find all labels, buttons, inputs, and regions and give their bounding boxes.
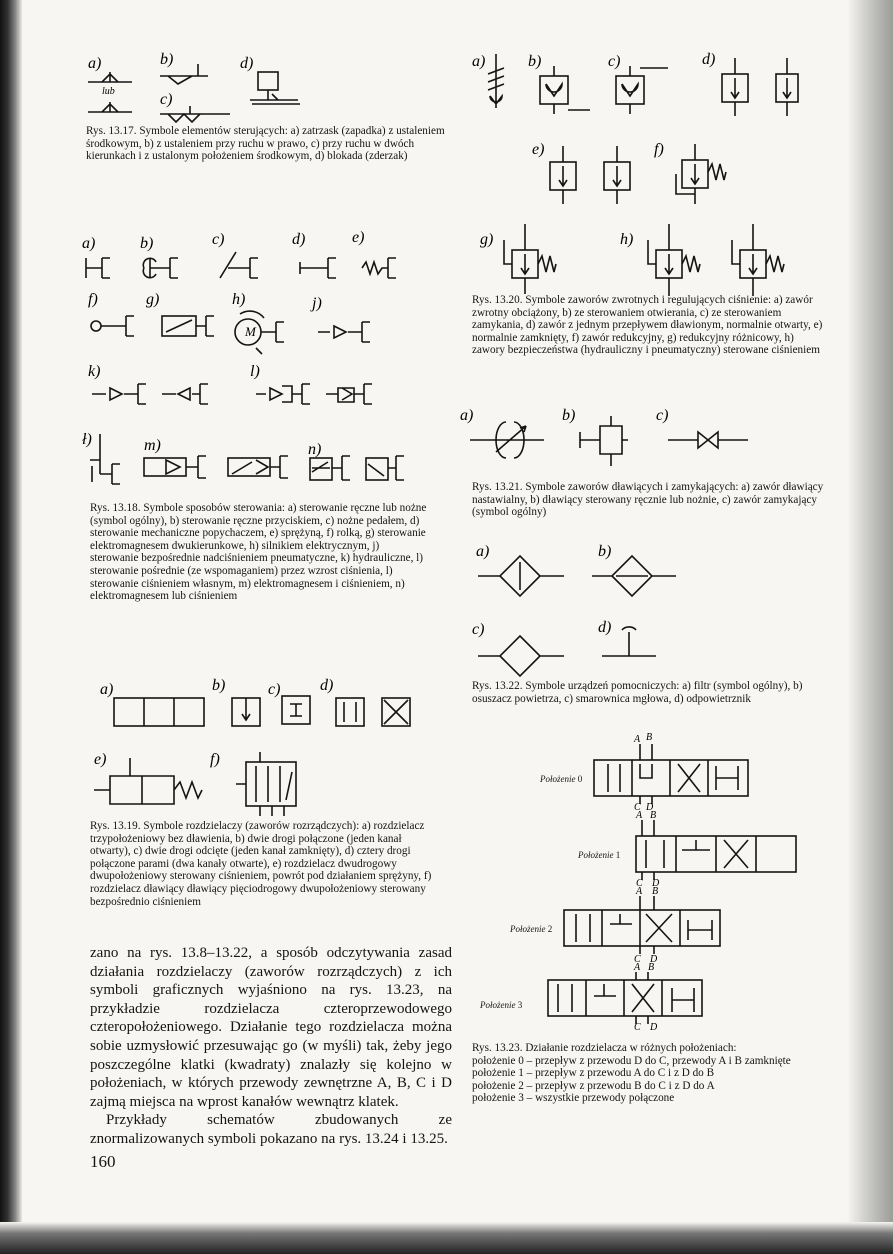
port-label-d: D	[650, 954, 658, 965]
bottom-shadow	[0, 1222, 893, 1254]
fig-label-f: f)	[654, 141, 664, 158]
fig-label-a: a)	[460, 407, 474, 424]
fig-label-j: j)	[312, 295, 322, 312]
port-label-a: A	[636, 886, 643, 897]
body-paragraph: Przykłady schematów zbudowanych ze znormalizowanych symboli pokazano na rys. 13.24 i 13.25.	[90, 1112, 452, 1147]
fig-label-c: c)	[212, 231, 225, 248]
fig-label-g: g)	[480, 231, 494, 248]
caption-13-21: Rys. 13.21. Symbole zaworów dławiących i zamykających: a) zawór dławiący nastawialny, b) dławiący sterowany ręcznie lub nożnie, c) zawór zamykający (symbol ogólny)	[472, 481, 824, 519]
fig-label-c: c)	[472, 621, 485, 638]
fig-label-b: b)	[562, 407, 576, 424]
fig-label-b: b)	[140, 235, 154, 252]
caption-line: położenie 2 – przepływ z przewodu B do C i z D do A	[472, 1079, 715, 1092]
caption-13-23	[472, 1042, 826, 1105]
page-edge-shadow	[847, 0, 893, 1254]
fig-label-d: d)	[598, 619, 612, 636]
port-label-b: B	[652, 886, 659, 897]
fig-label-a: a)	[472, 53, 486, 70]
port-label-a: A	[634, 734, 641, 745]
caption-13-18: Rys. 13.18. Symbole sposobów sterowania: a) sterowanie ręczne lub nożne (symbol ogólny), b) sterowanie ręczne przyciskiem, c) nożne pedałem, d) sterowanie mechaniczne popychaczem, e) sprężyną, f) rolką, g) sterowanie elektromagnesem dwukierunkowe, h) silnikiem elektrycznym, j) sterowanie bezpośrednie nadciśnieniem pneumatyczne, k) hydrauliczne, l) sterowanie pośrednie (ze wspomaganiem) przez wzrost ciśnienia, l) sterowanie ciśnieniem własnym, m) elektromagnesem i ciśnieniem, n) elektromagnesem lub ciśnieniem	[90, 502, 427, 603]
figure-13-19	[90, 672, 420, 822]
fig-label-c: c)	[160, 91, 173, 108]
book-spine-shadow	[0, 0, 22, 1254]
fig-label-e: e)	[532, 141, 545, 158]
body-paragraph: zano na rys. 13.8–13.22, a sposób odczytywania zasad działania rozdzielaczy (zaworów rozrządczych) z ich symboli graficznych wyjaśniono na rys. 13.23, na przykładzie rozdzielacza czteroprzewodowego czteropołożeniowego. Działanie tego rozdzielacza można sobie uzmysłowić przesuwając go (w myśli) tak, żeby jego poszczególne klatki (kwadraty) znalazły się kolejno w położeniach, w których przewody zewnętrzne A, B, C i D zajmą miejsca na wprost kanałów wewnątrz klatek.	[90, 945, 452, 1110]
port-label-b: B	[648, 962, 655, 973]
caption-13-19: Rys. 13.19. Symbole rozdzielaczy (zaworów rozrządczych): a) rozdzielacz trzypołożeniowy bez dławienia, b) dwie drogi połączone (jeden kanał otwarty), c) dwie drogi odcięte (jeden kanał zamknięty), d) cztery drogi połączone parami (dwa kanały otwarte), e) rozdzielacz dwudrogowy dwupołożeniowy sterowany ciśnieniem, powrót pod działaniem sprężyny, f) rozdzielacz dławiący dławiący pięciodrogowy dwupołożeniowy sterowany bezpośrednio ciśnieniem	[90, 820, 432, 908]
fig-sublabel-lub: lub	[102, 86, 115, 97]
port-label-c: C	[634, 954, 641, 965]
fig-label-e: e)	[352, 229, 365, 246]
port-label-d: D	[646, 802, 654, 813]
figure-13-22	[472, 536, 732, 686]
fig-label-f: f)	[210, 751, 220, 768]
fig-label-e: e)	[94, 751, 107, 768]
caption-line: położenie 3 – wszystkie przewody połączone	[472, 1092, 675, 1105]
fig-label-g: g)	[146, 291, 160, 308]
port-label-a: A	[634, 962, 641, 973]
caption-line: położenie 0 – przepływ z przewodu D do C, przewody A i B zamknięte	[472, 1054, 791, 1067]
fig-label-b: b)	[528, 53, 542, 70]
position-label-1: Położenie 1	[578, 850, 621, 860]
port-label-c: C	[634, 802, 641, 813]
page-number: 160	[90, 1152, 116, 1171]
caption-13-20: Rys. 13.20. Symbole zaworów zwrotnych i regulujących ciśnienie: a) zawór zwrotny obciążony, b) ze sterowaniem otwierania, c) ze sterowaniem zamykania, d) zawór z jednym przepływem dławionym, normalnie otwarty, e) normalnie zamknięty, f) zawór redukcyjny, g) redukcyjny różnicowy, h) zawory bezpieczeństwa (hydrauliczny i pneumatyczny) sterowane ciśnieniem	[472, 294, 823, 357]
caption-13-22: Rys. 13.22. Symbole urządzeń pomocniczych: a) filtr (symbol ogólny), b) osuszacz powietrza, c) smarownica mgłowa, d) odpowietrznik	[472, 680, 803, 705]
fig-label-m: m)	[144, 437, 161, 454]
fig-label-f: f)	[88, 291, 98, 308]
position-label-0: Położenie 0	[540, 774, 583, 784]
figure-13-18	[80, 228, 410, 498]
fig-label-c: c)	[608, 53, 621, 70]
fig-label-d: d)	[292, 231, 306, 248]
fig-label-c: c)	[268, 681, 281, 698]
fig-label-d: d)	[702, 51, 716, 68]
fig-label-d: d)	[240, 55, 254, 72]
port-label-b: B	[650, 810, 657, 821]
motor-letter: M	[245, 324, 256, 339]
figure-13-21	[456, 402, 786, 472]
caption-line: Rys. 13.23. Działanie rozdzielacza w różnych położeniach:	[472, 1042, 737, 1054]
position-label-3: Położenie 3	[480, 1000, 523, 1010]
body-text	[90, 944, 452, 1149]
figure-13-23	[548, 732, 808, 1032]
port-label-b: B	[646, 732, 653, 743]
port-label-d: D	[650, 1022, 658, 1033]
fig-label-a: a)	[82, 235, 96, 252]
figure-13-20	[470, 44, 800, 294]
fig-label-n: n)	[308, 441, 322, 458]
fig-label-a: a)	[476, 543, 490, 560]
port-label-d: D	[652, 878, 660, 889]
fig-label-h: h)	[232, 291, 246, 308]
fig-label-d: d)	[320, 677, 334, 694]
position-label-2: Położenie 2	[510, 924, 553, 934]
port-label-c: C	[634, 1022, 641, 1033]
fig-label-l-stroke: ł)	[82, 431, 92, 448]
fig-label-b: b)	[598, 543, 612, 560]
fig-label-l: l)	[250, 363, 260, 380]
fig-label-k: k)	[88, 363, 101, 380]
port-label-c: C	[636, 878, 643, 889]
fig-label-h: h)	[620, 231, 634, 248]
fig-label-b: b)	[212, 677, 226, 694]
fig-label-a: a)	[88, 55, 102, 72]
fig-label-b: b)	[160, 51, 174, 68]
caption-line: położenie 1 – przepływ z przewodu A do C i z D do B	[472, 1067, 715, 1080]
caption-13-17: Rys. 13.17. Symbole elementów sterujących: a) zatrzask (zapadka) z ustaleniem środkowym, b) z ustaleniem przy ruchu w prawo, c) przy ruchu w dwóch kierunkach i z ustalonym położeniem środkowym, d) blokada (zderzak)	[86, 125, 445, 163]
port-label-a: A	[636, 810, 643, 821]
fig-label-c: c)	[656, 407, 669, 424]
fig-label-a: a)	[100, 681, 114, 698]
